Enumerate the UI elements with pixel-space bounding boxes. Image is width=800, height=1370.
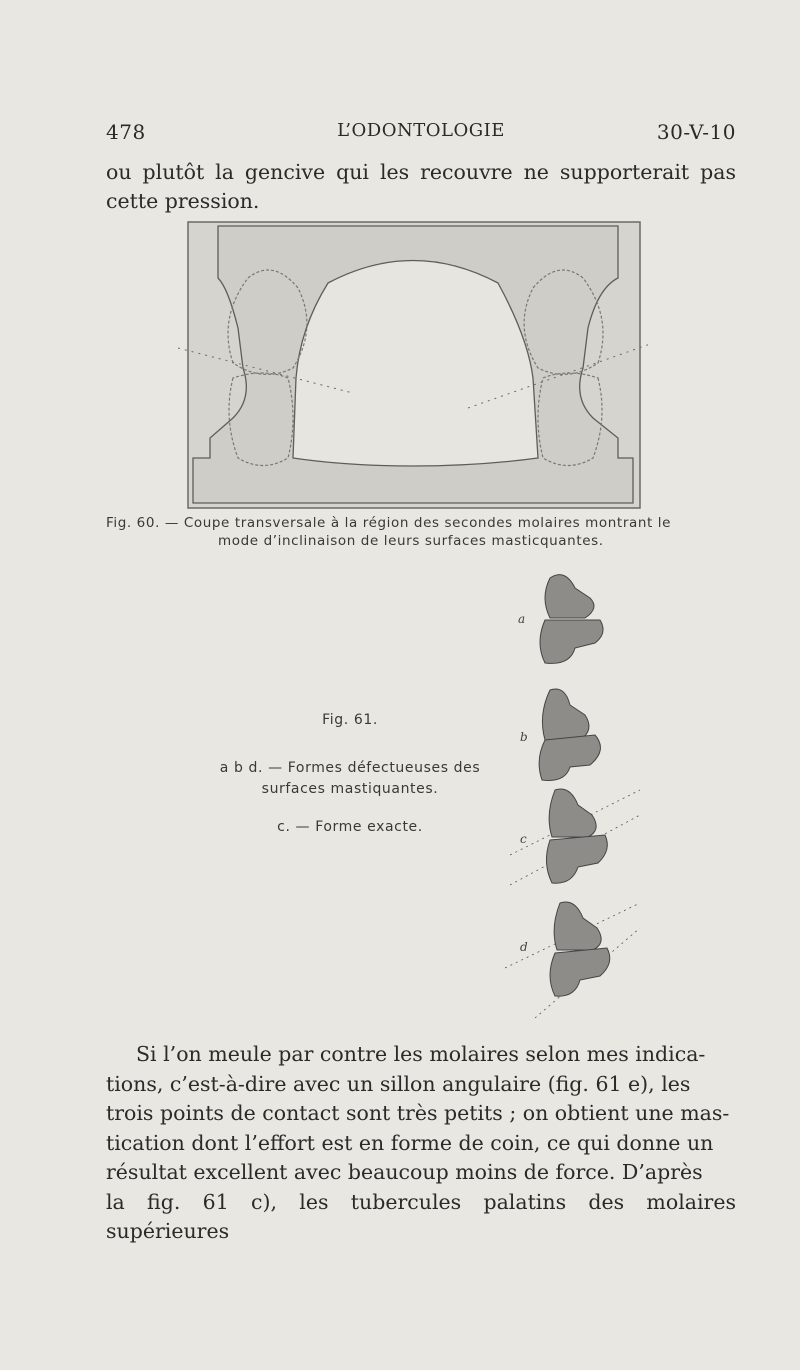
paragraph-line: tication dont l’effort est en forme de coin, ce qui donne un	[106, 1130, 714, 1155]
figure-61-legend-c: c. — Forme exacte.	[277, 819, 423, 835]
figure-61-legend-abd-line2: surfaces mastiquantes.	[261, 781, 439, 797]
figure-61-tooth-c	[510, 785, 640, 895]
paragraph-line: résultat excellent avec beaucoup moins de force. D’après	[106, 1160, 703, 1184]
journal-title: L’ODONTOLOGIE	[337, 120, 505, 141]
figure-60-caption-line1: Fig. 60. — Coupe transversale à la région des secondes molaires montrant le	[106, 515, 672, 531]
figure-61-label-b: b	[520, 730, 528, 744]
page-number: 478	[106, 120, 146, 144]
figure-61-tooth-d	[505, 898, 645, 1023]
paragraph-bottom	[106, 1040, 736, 1247]
figure-60-caption-line2: mode d’inclinaison de leurs surfaces masticquantes.	[218, 533, 604, 549]
figure-61-legend-abd	[190, 758, 510, 800]
figure-61-legend-abd-line1: a b d. — Formes défectueuses des	[219, 760, 481, 776]
paragraph-line: tions, c’est-à-dire avec un sillon angulaire (fig. 61 e), les	[106, 1071, 691, 1096]
figure-60-caption	[106, 514, 736, 550]
figure-61-label-a: a	[518, 612, 526, 626]
issue-date: 30-V-10	[656, 120, 736, 144]
figure-61-tooth-a	[530, 568, 610, 668]
paragraph-top: ou plutôt la gencive qui les recouvre ne supporterait pas cette pression.	[106, 160, 736, 213]
paragraph-line: la fig. 61 c), les tubercules palatins des molaires supérieures	[106, 1189, 736, 1243]
paragraph-line: trois points de contact sont très petits ; on obtient une mas-	[106, 1101, 730, 1125]
figure-61-label-d: d	[520, 940, 528, 954]
figure-61-tooth-b	[530, 685, 610, 785]
figure-61-title: Fig. 61.	[322, 712, 378, 728]
figure-61-label-c: c	[520, 832, 527, 846]
figure-60-illustration	[178, 218, 648, 513]
paragraph-line: Si l’on meule par contre les molaires selon mes indica-	[136, 1042, 706, 1066]
